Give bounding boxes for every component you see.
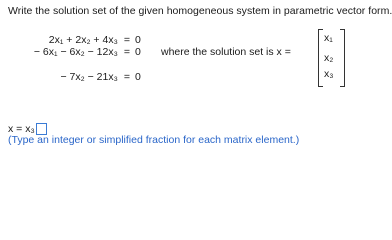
vector-entry-x2: x₂ xyxy=(324,52,334,64)
equals-sign: = xyxy=(123,34,130,46)
equation-3-text: − 7x₂ − 21x₃ xyxy=(60,71,118,83)
equals-sign: = xyxy=(123,71,130,83)
question-instruction: Write the solution set of the given homogeneous system in parametric vector form. xyxy=(8,5,392,17)
equation-2-rhs: 0 xyxy=(135,46,141,58)
equation-2-text: − 6x₁ − 6x₂ − 12x₃ xyxy=(33,46,118,58)
equation-2-lhs xyxy=(34,46,130,58)
vector-right-bracket xyxy=(340,29,345,87)
solution-set-label: where the solution set is x = xyxy=(161,46,291,58)
vector-left-bracket xyxy=(318,29,323,87)
vector-entry-x3: x₃ xyxy=(324,68,334,80)
equals-sign: = xyxy=(123,46,130,58)
equation-1-text: 2x₁ + 2x₂ + 4x₃ xyxy=(48,34,118,46)
input-hint: (Type an integer or simplified fraction for each matrix element.) xyxy=(8,134,300,146)
equation-3-lhs xyxy=(60,71,130,83)
equation-1-rhs: 0 xyxy=(135,34,141,46)
vector-entry-x1: x₁ xyxy=(324,32,333,44)
equation-3-rhs: 0 xyxy=(135,71,141,83)
equation-1-lhs xyxy=(49,34,130,46)
answer-prefix: x = x₃ xyxy=(8,123,35,135)
